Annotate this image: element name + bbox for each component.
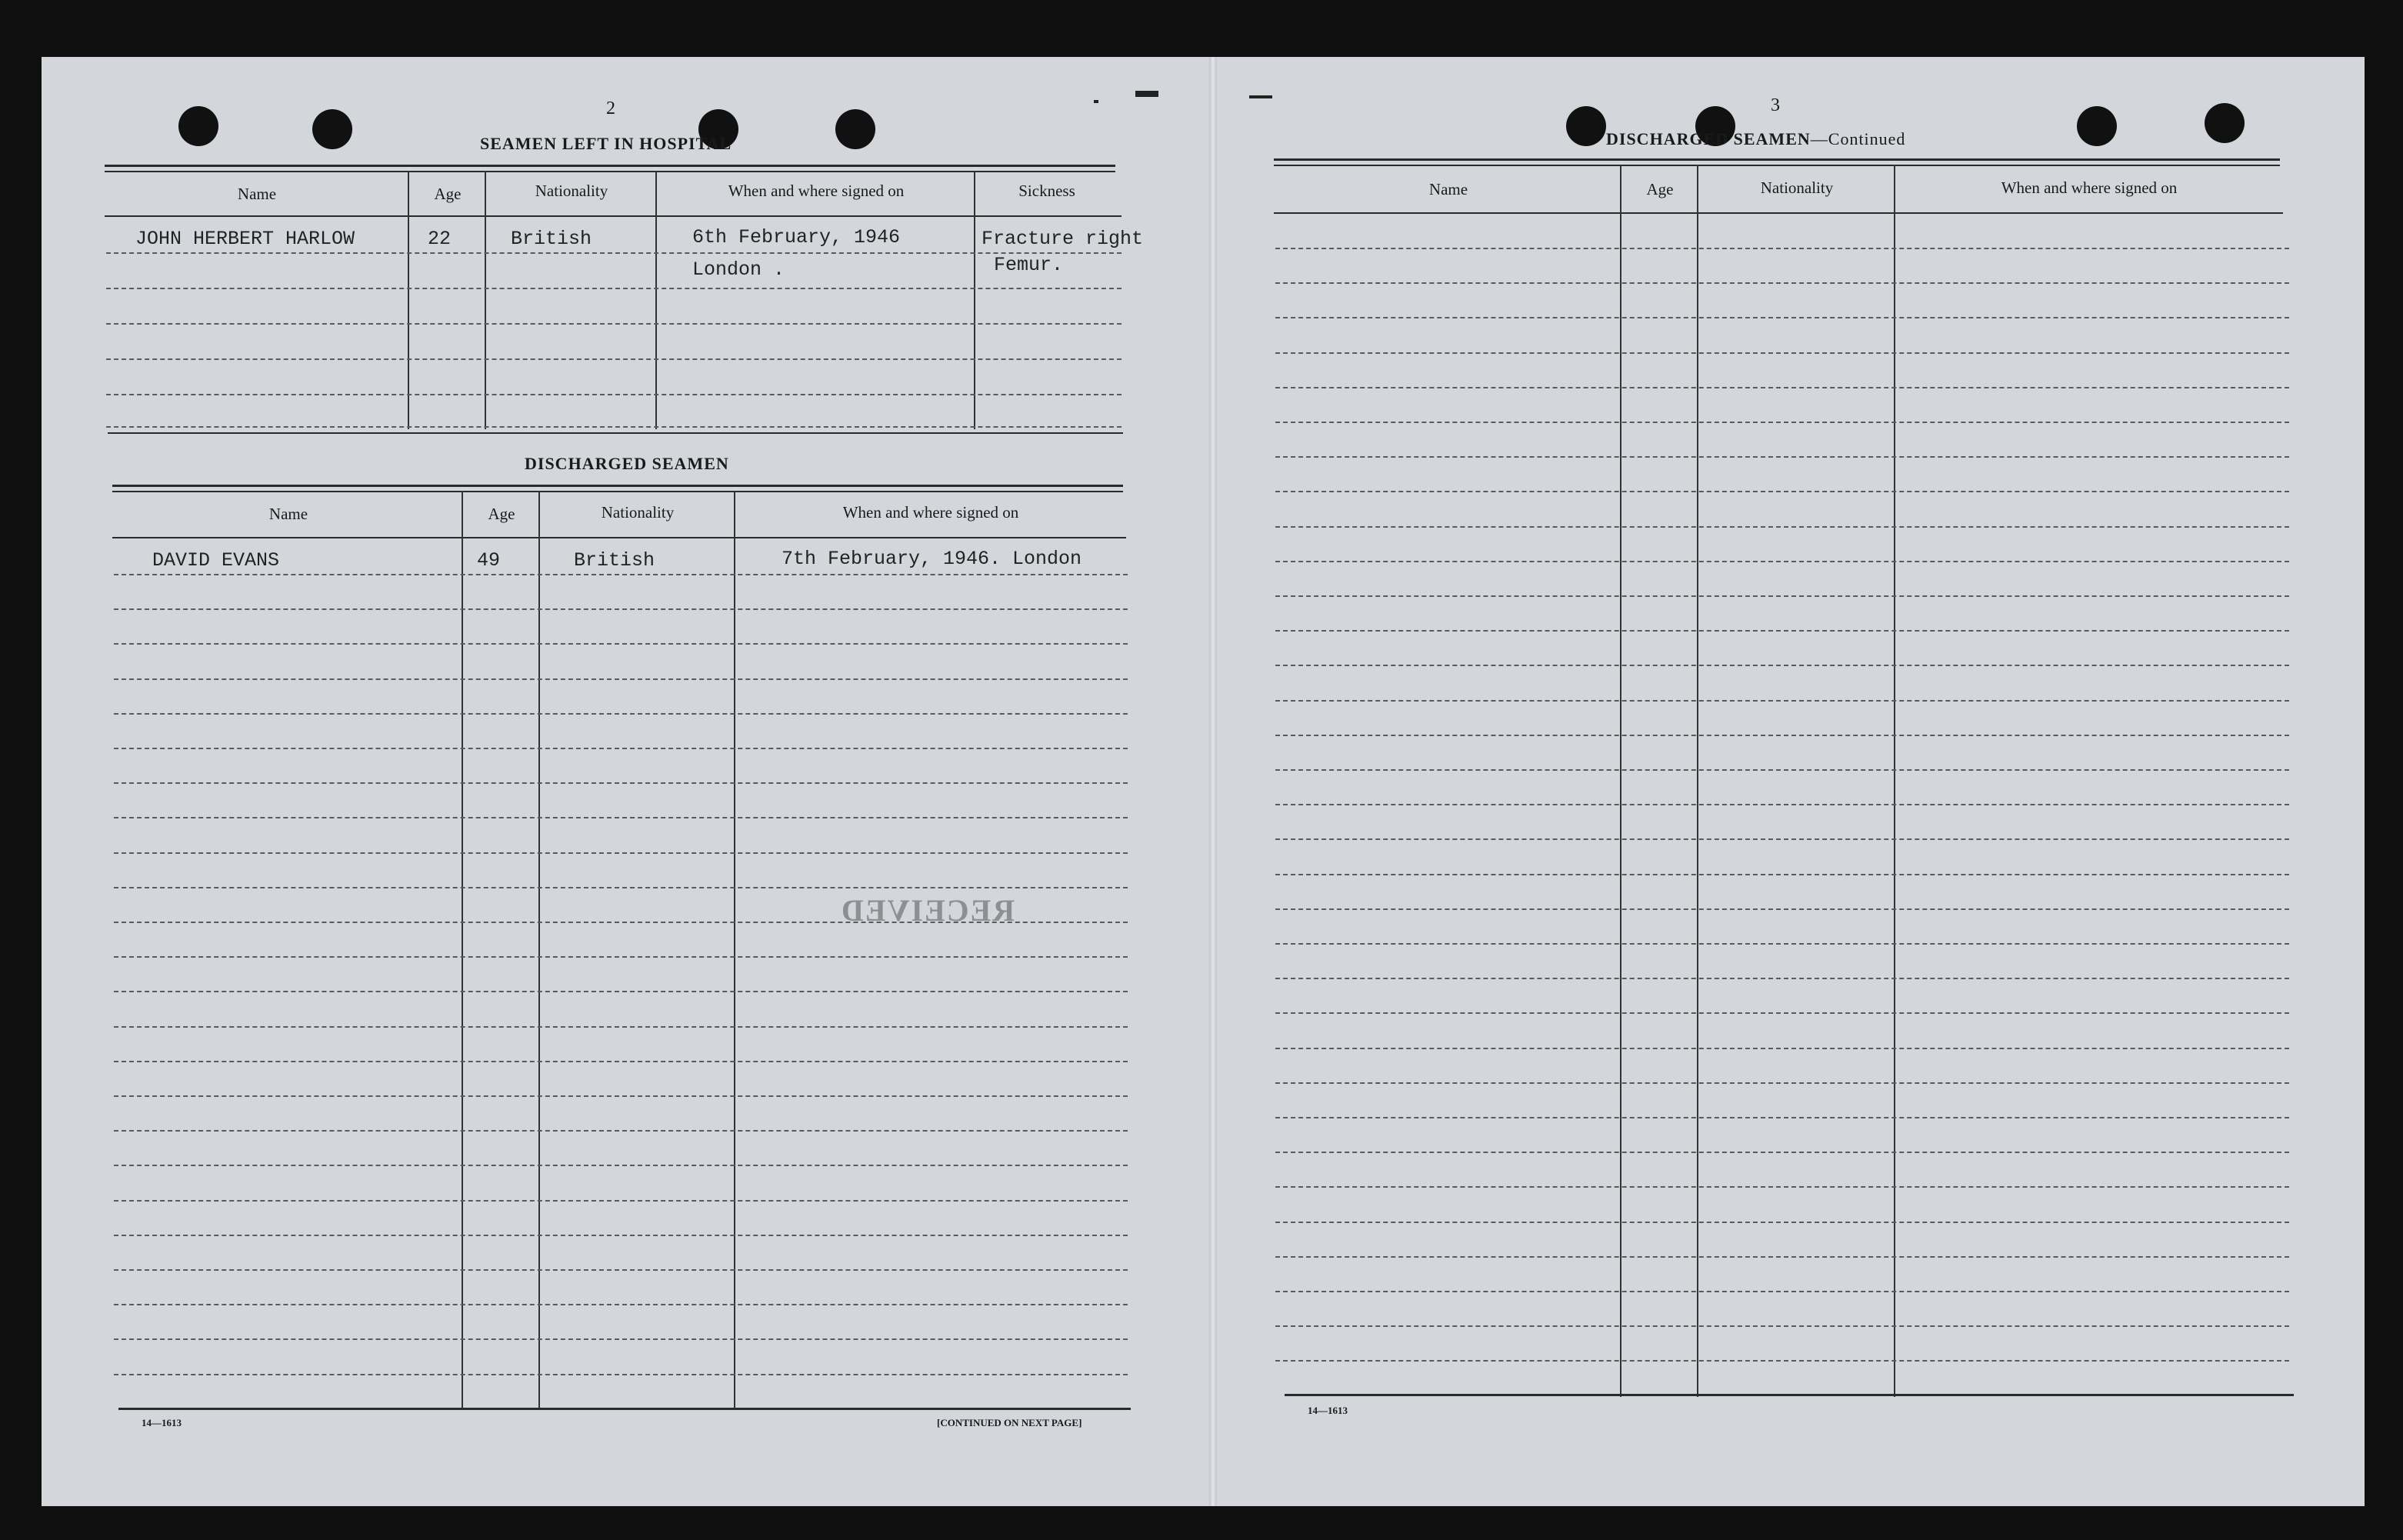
document-sheet	[42, 57, 2365, 1506]
column-divider	[734, 491, 735, 1409]
hospital-entry-sickness: Fracture right	[982, 228, 1144, 250]
right-title-continued: —Continued	[1810, 129, 1906, 148]
column-divider	[485, 171, 486, 429]
discharged-header-age: Age	[488, 505, 515, 523]
row-rule	[114, 1269, 1128, 1271]
punch-hole	[2205, 103, 2245, 143]
right-header-name: Name	[1428, 180, 1468, 198]
page-gutter	[1209, 57, 1217, 1506]
hospital-entry-nationality: British	[511, 228, 592, 250]
row-rule	[114, 782, 1128, 784]
row-rule	[1275, 1186, 2289, 1188]
row-rule	[114, 991, 1128, 992]
row-rule	[114, 1026, 1128, 1028]
hospital-section-title: SEAMEN LEFT IN HOSPITAL	[480, 134, 732, 153]
row-rule	[106, 358, 1122, 360]
table-top-rule	[1274, 165, 2280, 166]
row-rule	[1275, 1222, 2289, 1223]
right-header-age: Age	[1646, 180, 1674, 198]
row-rule	[114, 748, 1128, 749]
row-rule	[1275, 978, 2289, 979]
discharged-header-signed-on: When and where signed on	[842, 503, 1019, 522]
right-header-nationality: Nationality	[1760, 178, 1834, 197]
row-rule	[106, 394, 1122, 395]
row-rule	[1275, 1012, 2289, 1014]
punch-hole	[178, 106, 218, 146]
punch-hole	[312, 109, 352, 149]
discharged-entry-signed-on: 7th February, 1946. London	[782, 548, 1082, 570]
row-rule	[114, 643, 1128, 645]
column-divider	[1620, 165, 1621, 1397]
row-rule	[1275, 804, 2289, 805]
row-rule	[1275, 1325, 2289, 1327]
discharged-section-title: DISCHARGED SEAMEN	[525, 454, 729, 473]
row-rule	[1275, 561, 2289, 562]
row-rule	[1275, 769, 2289, 771]
right-title-bold: DISCHARGED SEAMEN	[1606, 129, 1811, 148]
row-rule	[1275, 282, 2289, 284]
row-rule	[114, 1374, 1128, 1375]
header-rule	[112, 537, 1126, 538]
ink-speck	[1094, 100, 1098, 103]
row-rule	[1275, 1291, 2289, 1292]
form-code-right: 14—1613	[1308, 1405, 1348, 1416]
table-bottom-rule	[1285, 1394, 2294, 1396]
row-rule	[1275, 735, 2289, 736]
table-bottom-rule	[118, 1408, 1131, 1410]
ink-speck	[1135, 91, 1158, 97]
row-rule	[114, 1304, 1128, 1305]
row-rule	[1275, 1152, 2289, 1153]
hospital-entry-name: JOHN HERBERT HARLOW	[135, 228, 355, 250]
row-rule	[114, 1061, 1128, 1062]
row-rule	[114, 713, 1128, 715]
row-rule	[106, 288, 1122, 289]
hospital-entry-sickness-cont: Femur.	[994, 254, 1064, 276]
row-rule	[1275, 1048, 2289, 1049]
row-rule	[1275, 665, 2289, 666]
row-rule	[1275, 1360, 2289, 1362]
hospital-entry-age: 22	[428, 228, 452, 250]
row-rule	[114, 956, 1128, 958]
row-rule	[1275, 456, 2289, 458]
column-divider	[1697, 165, 1698, 1397]
punch-hole	[2077, 106, 2117, 146]
right-header-signed-on: When and where signed on	[2001, 178, 2178, 197]
ink-speck	[1249, 95, 1272, 98]
punch-hole	[1566, 106, 1606, 146]
row-rule	[1275, 387, 2289, 388]
row-rule	[1275, 422, 2289, 423]
hospital-header-name: Name	[237, 185, 277, 203]
column-divider	[1894, 165, 1895, 1397]
column-divider	[462, 491, 463, 1409]
row-rule	[114, 1200, 1128, 1202]
discharged-entry-age: 49	[477, 549, 501, 572]
table-top-rule	[105, 171, 1115, 172]
row-rule	[106, 252, 1122, 254]
row-rule	[114, 852, 1128, 854]
row-rule	[114, 1235, 1128, 1236]
hospital-entry-signed-on-place: London .	[692, 258, 785, 281]
row-rule	[1275, 248, 2289, 249]
row-rule	[114, 887, 1128, 888]
form-code-left: 14—1613	[142, 1417, 182, 1428]
column-divider	[655, 171, 657, 429]
row-rule	[1275, 1256, 2289, 1258]
table-top-rule	[1274, 158, 2280, 161]
row-rule	[1275, 352, 2289, 354]
discharged-entry-name: DAVID EVANS	[152, 549, 280, 572]
table-top-rule	[105, 165, 1115, 167]
row-rule	[1275, 630, 2289, 632]
header-rule	[105, 215, 1122, 217]
table-top-rule	[112, 485, 1123, 487]
row-rule	[1275, 943, 2289, 945]
table-top-rule	[112, 491, 1123, 492]
hospital-header-sickness: Sickness	[1018, 182, 1075, 200]
row-rule	[1275, 1082, 2289, 1084]
row-rule	[1275, 317, 2289, 318]
faded-received-stamp: RECEIVED	[840, 893, 1015, 928]
hospital-header-signed-on: When and where signed on	[728, 182, 905, 200]
continued-note: [CONTINUED ON NEXT PAGE]	[937, 1417, 1082, 1428]
row-rule	[1275, 1117, 2289, 1118]
column-divider	[538, 491, 540, 1409]
discharged-header-name: Name	[268, 505, 308, 523]
row-rule	[1275, 491, 2289, 492]
column-divider	[974, 171, 975, 429]
row-rule	[114, 608, 1128, 610]
punch-hole	[835, 109, 875, 149]
row-rule	[1275, 595, 2289, 597]
row-rule	[114, 1095, 1128, 1097]
hospital-entry-signed-on-date: 6th February, 1946	[692, 226, 901, 248]
hospital-header-age: Age	[434, 185, 462, 203]
hospital-header-nationality: Nationality	[535, 182, 608, 200]
row-rule	[114, 1130, 1128, 1132]
row-rule	[114, 1165, 1128, 1166]
discharged-header-nationality: Nationality	[601, 503, 675, 522]
right-section-title	[1606, 129, 1905, 149]
row-rule	[1275, 908, 2289, 910]
row-rule	[1275, 700, 2289, 702]
row-rule	[106, 323, 1122, 325]
table-bottom-rule	[108, 432, 1123, 434]
page-number-left: 2	[606, 98, 615, 118]
row-rule	[114, 1338, 1128, 1340]
row-rule	[1275, 526, 2289, 528]
discharged-entry-nationality: British	[574, 549, 655, 572]
row-rule	[1275, 838, 2289, 840]
row-rule	[114, 574, 1128, 575]
header-rule	[1274, 212, 2283, 214]
page-number-right: 3	[1771, 95, 1780, 115]
column-divider	[408, 171, 409, 429]
row-rule	[106, 426, 1122, 428]
row-rule	[114, 817, 1128, 818]
row-rule	[114, 678, 1128, 680]
row-rule	[1275, 874, 2289, 875]
